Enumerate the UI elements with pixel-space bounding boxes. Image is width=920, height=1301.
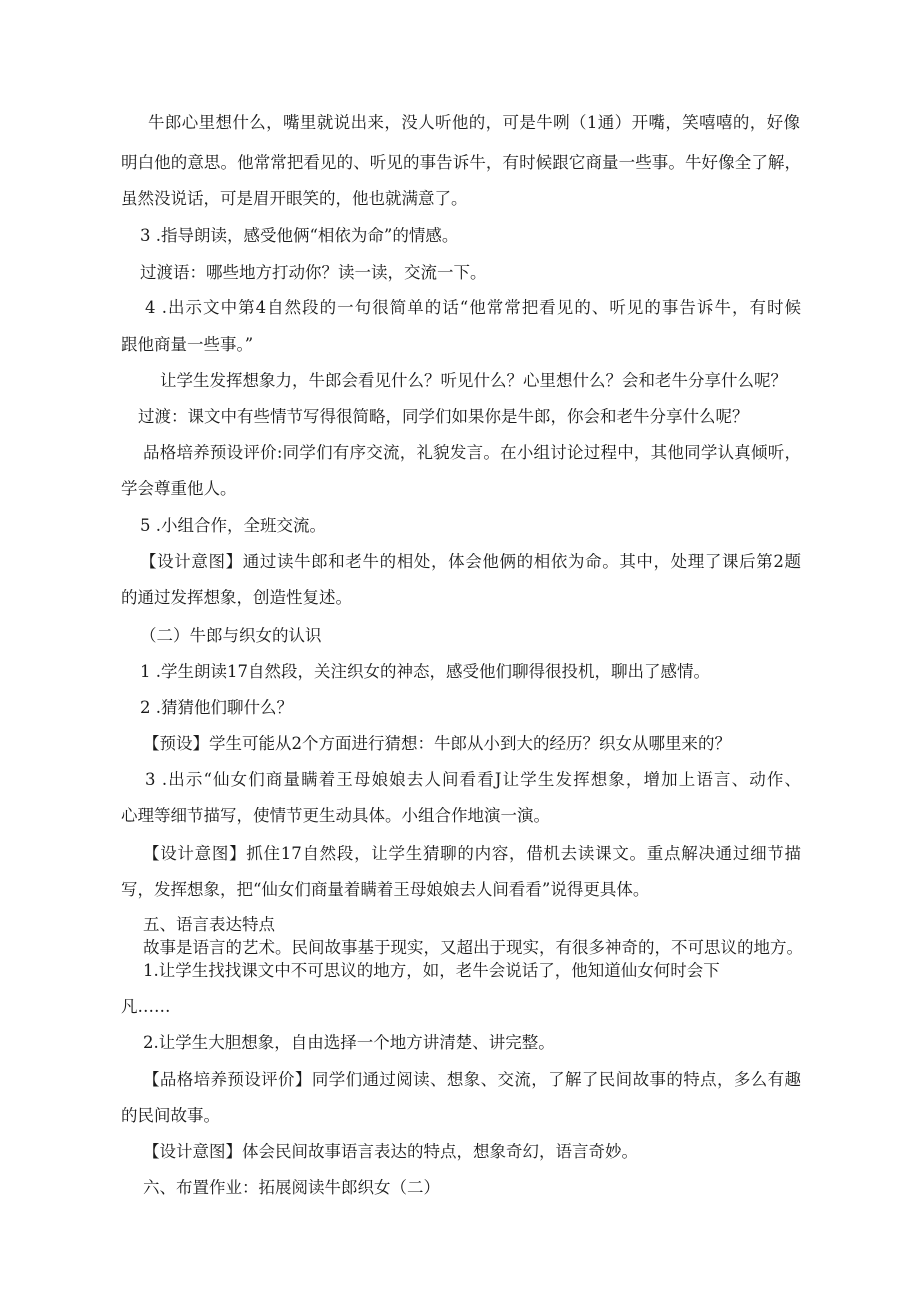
list-item: 2 .猜猜他们聊什么？ bbox=[140, 698, 293, 717]
list-item: 1 .学生朗读17自然段，关注织女的神态，感受他们聊得很投机，聊出了感情。 bbox=[140, 662, 710, 681]
section-heading: 五、语言表达特点 bbox=[143, 915, 275, 934]
list-item: 3 .指导朗读，感受他俩“相依为命”的情感。 bbox=[140, 226, 459, 245]
text-line: 学会尊重他人。 bbox=[121, 479, 237, 498]
design-intent-line: 【设计意图】抓住17自然段，让学生猜聊的内容，借机去读课文。重点解决通过细节描 bbox=[143, 844, 801, 863]
section-heading: 六、布置作业：拓展阅读牛郎织女（二） bbox=[143, 1178, 440, 1197]
text-line: 让学生发挥想象力，牛郎会看见什么？听见什么？心里想什么？会和老牛分享什么呢？ bbox=[160, 371, 787, 390]
text-line: 写，发挥想象，把“仙女们商量着瞒着王母娘娘去人间看看”说得更具体。 bbox=[121, 880, 650, 899]
text-line: 跟他商量一些事。” bbox=[121, 335, 254, 354]
design-intent-line: 【设计意图】体会民间故事语言表达的特点，想象奇幻，语言奇妙。 bbox=[143, 1142, 638, 1161]
text-line: 牛郎心里想什么，嘴里就说出来，没人听他的，可是牛咧（1通）开嘴，笑嘻嘻的，好像 bbox=[148, 113, 800, 132]
text-line: 过渡语：哪些地方打动你？读一读，交流一下。 bbox=[140, 263, 487, 282]
design-intent-line: 【设计意图】通过读牛郎和老牛的相处，体会他俩的相依为命。其中，处理了课后第2题 bbox=[140, 552, 801, 571]
list-item: 4 .出示文中第4自然段的一句很简单的话“他常常把看见的、听见的事告诉牛，有时候 bbox=[145, 298, 801, 317]
list-item: 5 .小组合作，全班交流。 bbox=[140, 516, 326, 535]
text-line: 【品格培养预设评价】同学们通过阅读、想象、交流，了解了民间故事的特点，多么有趣 bbox=[143, 1070, 801, 1089]
text-line: 心理等细节描写，使情节更生动具体。小组合作地演一演。 bbox=[121, 806, 550, 825]
list-item: 3 .出示“仙女们商量瞒着王母娘娘去人间看看J让学生发挥想象，增加上语言、动作、 bbox=[145, 770, 801, 789]
list-item: 2.让学生大胆想象，自由选择一个地方讲清楚、讲完整。 bbox=[143, 1033, 555, 1052]
text-line: 故事是语言的艺术。民间故事基于现实，又超出于现实，有很多神奇的，不可思议的地方。 bbox=[143, 938, 803, 957]
section-heading: （二）牛郎与织女的认识 bbox=[140, 626, 322, 645]
list-item: 1.让学生找找课文中不可思议的地方，如，老牛会说话了，他知道仙女何时会下 bbox=[143, 961, 720, 980]
text-line: 凡…… bbox=[121, 997, 171, 1016]
text-line: 虽然没说话，可是眉开眼笑的，他也就满意了。 bbox=[121, 189, 468, 208]
text-line: 的民间故事。 bbox=[121, 1106, 220, 1125]
text-line: 明白他的意思。他常常把看见的、听见的事告诉牛，有时候跟它商量一些事。牛好像全了解， bbox=[121, 153, 801, 172]
text-line: 的通过发挥想象，创造性复述。 bbox=[121, 588, 352, 607]
text-line: 品格培养预设评价:同学们有序交流，礼貌发言。在小组讨论过程中，其他同学认真倾听， bbox=[143, 443, 801, 462]
text-line: 【预设】学生可能从2个方面进行猜想：牛郎从小到大的经历？织女从哪里来的？ bbox=[143, 734, 731, 753]
text-line: 过渡：课文中有些情节写得很简略，同学们如果你是牛郎，你会和老牛分享什么呢？ bbox=[138, 407, 749, 426]
